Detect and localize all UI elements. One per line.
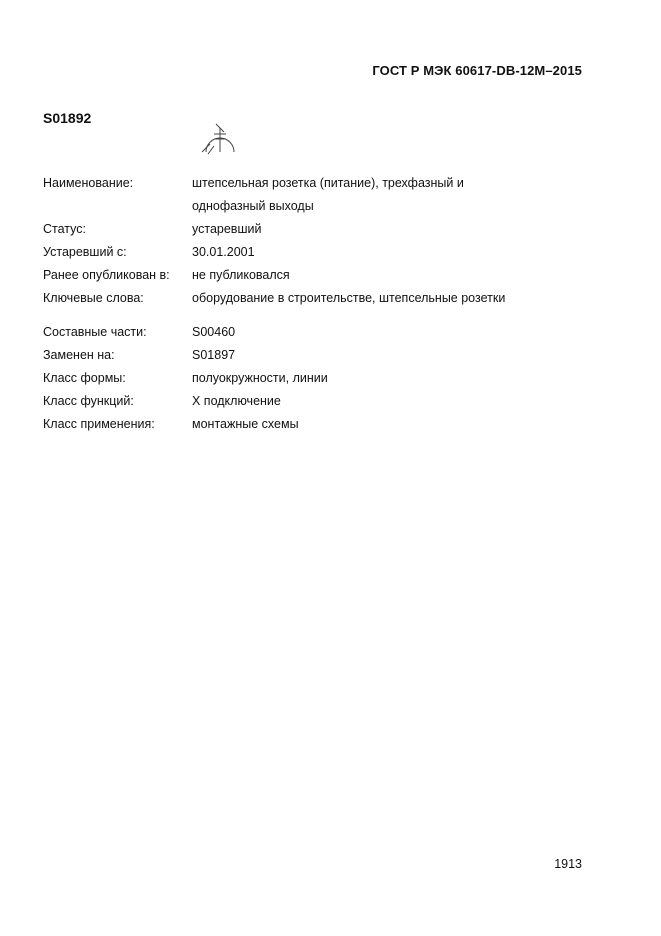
field-row-published-in — [43, 264, 603, 287]
field-label: Наименование: — [43, 176, 134, 190]
symbol-attributes — [43, 172, 603, 436]
field-label: Составные части: — [43, 325, 147, 339]
section-gap — [43, 310, 603, 321]
field-value: S01897 — [192, 348, 236, 362]
field-value: оборудование в строительстве, штепсельные розетки — [192, 291, 506, 305]
field-value: монтажные схемы — [192, 417, 299, 431]
field-label: Класс функций: — [43, 394, 134, 408]
page-number: 1913 — [554, 857, 582, 871]
field-label — [43, 195, 192, 218]
field-value: не публиковался — [192, 268, 290, 282]
field-row-obsolete-since — [43, 241, 603, 264]
field-value: 30.01.2001 — [192, 245, 255, 259]
field-label: Класс применения: — [43, 417, 155, 431]
field-label: Заменен на: — [43, 348, 115, 362]
field-row-application-class — [43, 413, 603, 436]
field-row-status — [43, 218, 603, 241]
socket-symbol-graphic — [192, 108, 262, 164]
field-value: штепсельная розетка (питание), трехфазный и — [192, 176, 464, 190]
field-row-name — [43, 172, 603, 195]
field-label: Ранее опубликован в: — [43, 268, 170, 282]
symbol-id: S01892 — [43, 110, 92, 126]
field-value: устаревший — [192, 222, 262, 236]
field-value: X подключение — [192, 394, 281, 408]
field-row-replaced-by — [43, 344, 603, 367]
field-label: Ключевые слова: — [43, 291, 144, 305]
field-value: однофазный выходы — [192, 199, 314, 213]
field-row-name-cont — [43, 195, 603, 218]
field-label: Статус: — [43, 222, 86, 236]
field-row-keywords — [43, 287, 603, 310]
field-value: S00460 — [192, 325, 236, 339]
field-label: Устаревший с: — [43, 245, 127, 259]
field-row-function-class — [43, 390, 603, 413]
field-value: полуокружности, линии — [192, 371, 328, 385]
field-label: Класс формы: — [43, 371, 126, 385]
field-row-components — [43, 321, 603, 344]
field-row-shape-class — [43, 367, 603, 390]
document-standard-header: ГОСТ Р МЭК 60617-DB-12M–2015 — [372, 63, 582, 78]
